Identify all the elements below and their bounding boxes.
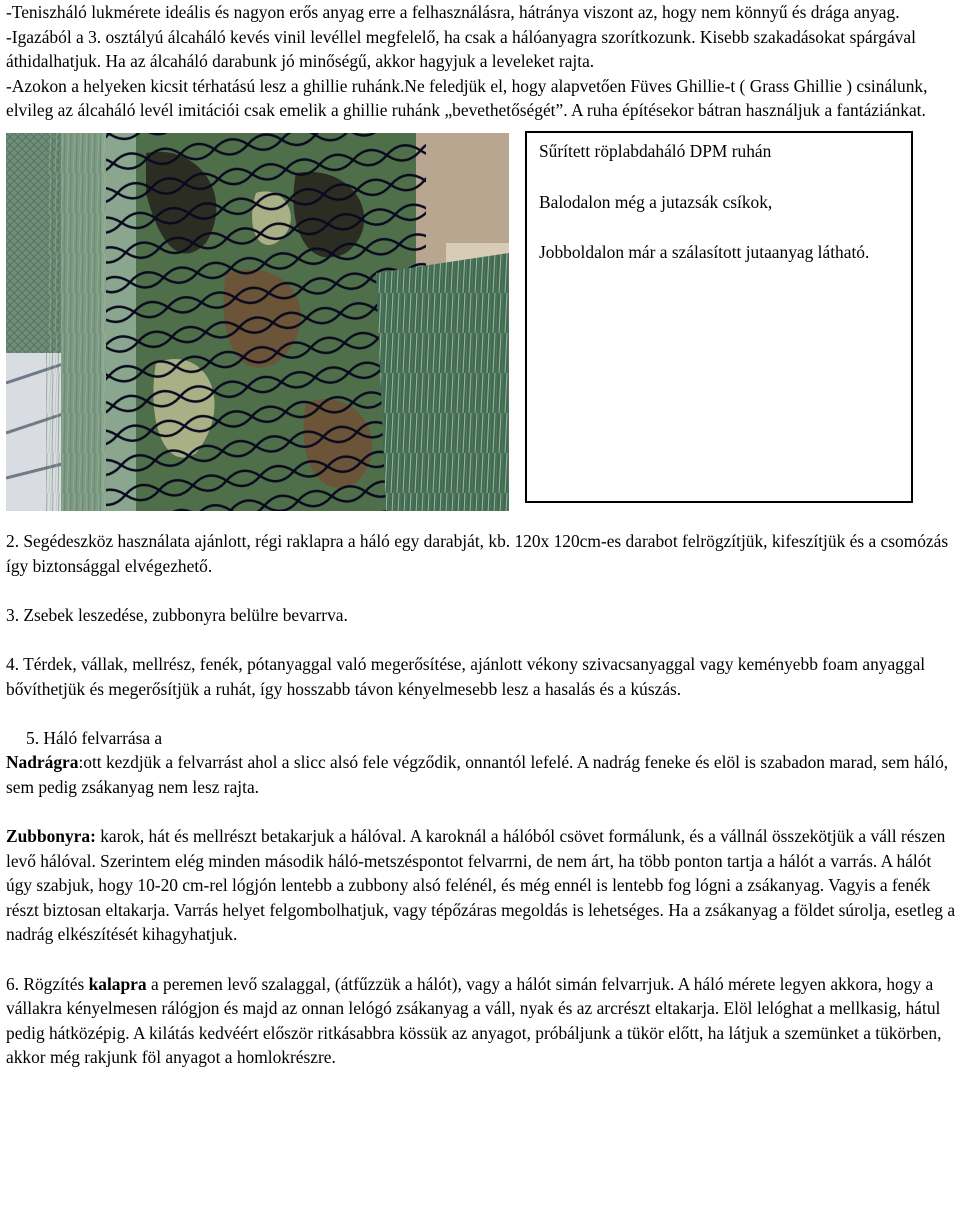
nadrag-label: Nadrágra — [6, 752, 79, 773]
zubbony-text: karok, hát és mellrészt betakarjuk a hálóval. A karoknál a hálóból csövet formálunk, és a vállnál összekötjük a váll részen levő hálóval. Szerintem elég minden második háló-metszéspontot felvarrni, de nem árt, ha több ponton tartja a hálót a varrás. A hálót úgy szabjuk, hogy 10-20 cm-rel lógjón lentebb a zubbony alsó felénél, és még ennél is lentebb fog lógni a zsákanyag. Vagyis a fenék részt biztosan eltakarja. Varrás helyet felgombolhatjuk, vagy tépőzáras megoldás is lehetséges. Ha a zsákanyag a földet súrolja, esetleg a nadrág elkészítését kihagyhatjuk. — [6, 826, 956, 945]
section-3: 3. Zsebek leszedése, zubbonyra belülre bevarrva. — [6, 604, 348, 625]
section-6 — [6, 972, 956, 1070]
nadrag-text: :ott kezdjük a felvarrást ahol a slicc alsó fele végződik, onnantól lefelé. A nadrág feneke és elöl is szabadon marad, sem háló, sem pedig zsákanyag nem lesz rajta. — [6, 752, 949, 797]
section-4: 4. Térdek, vállak, mellrész, fenék, pótanyaggal való megerősítése, ajánlott vékony szivacsanyaggal vagy keményebb foam anyaggal bővíthetjük és megerősítjük a ruhát, így hosszabb távon kényelmesebb lesz a hasalás és a kúszás. — [6, 653, 926, 699]
caption-line-3: Jobboldalon már a szálasított jutaanyag látható. — [539, 242, 870, 263]
caption-line-1: Sűrített röplabdaháló DPM ruhán — [539, 140, 772, 161]
section-5-title: 5. Háló felvarrása a — [26, 727, 163, 748]
photo-caption-box — [525, 131, 913, 503]
ghillie-net-photo — [6, 133, 509, 511]
section-5-nadrag — [6, 750, 956, 799]
figure — [6, 133, 956, 529]
caption-line-2: Balodalon még a jutazsák csíkok, — [539, 191, 773, 212]
document-page — [6, 0, 956, 1070]
intro-paragraph-1: -Teniszháló lukmérete ideális és nagyon erős anyag erre a felhasználásra, hátránya viszont az, hogy nem könnyű és drága anyag. — [6, 2, 900, 22]
section-2: 2. Segédeszköz használata ajánlott, régi raklapra a háló egy darabját, kb. 120x 120cm-es darabot felrögzítjük, kifeszítjük és a csomózás így biztonsággal elvégezhető. — [6, 530, 949, 576]
section-6-text: a peremen levő szalaggal, (átfűzzük a hálót), vagy a hálót simán felvarrjuk. A háló mérete legyen akkora, hogy a vállakra kényelmesen rálógjon és majd az onnan lelógó zsákanyag a váll, nyak és az arcrészt eltakarja. Elöl lelóghat a mellkasig, hátul pedig hátközépig. A kilátás kedvéért először ritkásabbra kössük az anyagot, próbáljunk a tükör előtt, ha látjuk a szemünket a tükörben, akkor még rakjunk föl anyagot a homlokrészre. — [6, 973, 942, 1068]
intro-paragraph-3: -Azokon a helyeken kicsit térhatású lesz a ghillie ruhánk.Ne feledjük el, hogy alapvetően Füves Ghillie-t ( Grass Ghillie ) csinálunk, elvileg az álcaháló levél imitációi csak emelik a ghillie ruhánk „bevethetőségét”. A ruha építésekor bátran használjuk a fantáziánkat. — [6, 75, 928, 121]
zubbony-label: Zubbonyra: — [6, 826, 96, 847]
section-6-prefix: 6. Rögzítés — [6, 973, 89, 994]
kalapra-label: kalapra — [88, 973, 147, 994]
intro-paragraph-2: -Igazából a 3. osztályú álcaháló kevés vinil levéllel megfelelő, ha csak a hálóanyagra szorítkozunk. Kisebb szakadásokat spárgával áthidalhatjuk. Ha az álcaháló darabunk jó minőségű, akkor hagyjuk a leveleket rajta. — [6, 26, 916, 72]
section-5-zubbony — [6, 824, 956, 947]
